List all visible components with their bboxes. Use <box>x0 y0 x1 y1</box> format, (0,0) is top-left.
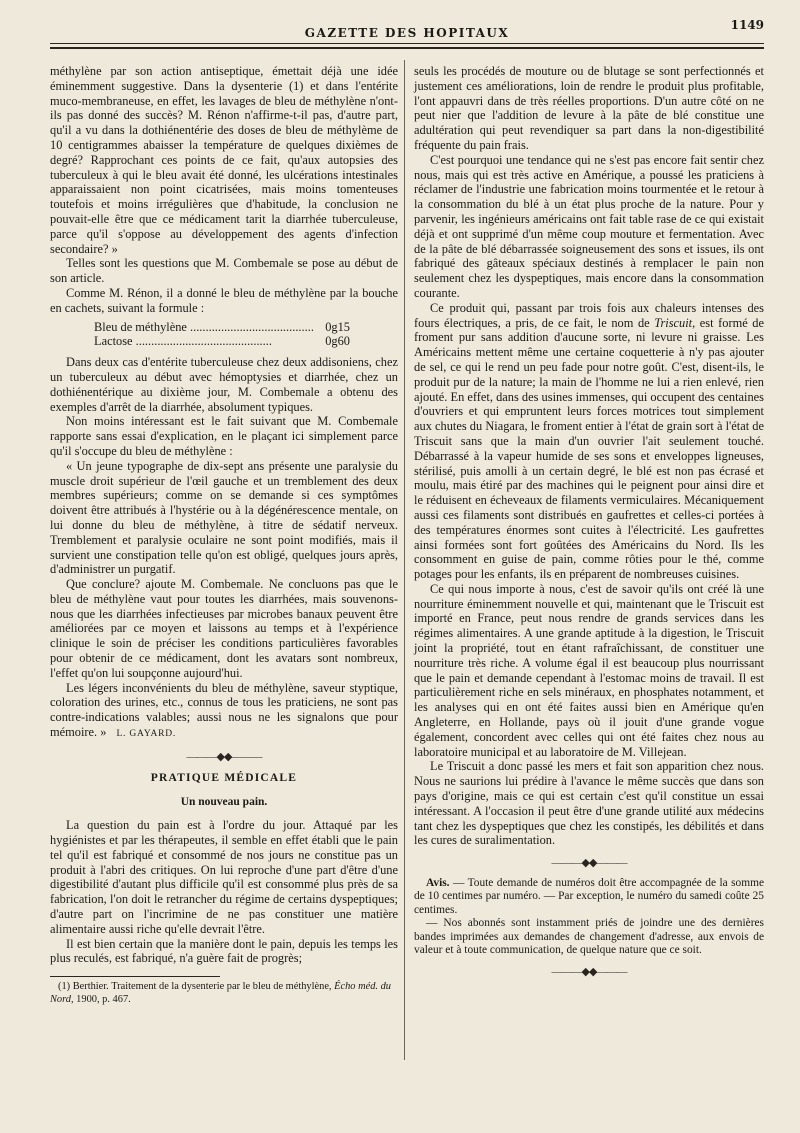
footnote-author: (1) Berthier. <box>58 981 109 993</box>
formula-dose: 0g15 <box>325 319 350 334</box>
footnote-rule <box>50 976 220 977</box>
formula-dose: 0g60 <box>325 334 350 349</box>
column-divider <box>404 60 405 1060</box>
notice-text: — Toute demande de numéros doit être accompagnée de la somme de 10 centimes par numéro. — Par exception, le numéro du samedi coûte 25 centimes. <box>414 877 764 916</box>
paragraph <box>50 681 398 742</box>
formula-ingredient: Lactose ..... <box>94 334 314 349</box>
header-rule-thin <box>50 43 764 44</box>
footnote-source: Écho méd. du Nord <box>50 981 391 1005</box>
paragraph <box>414 301 764 582</box>
page-number: 1149 <box>730 18 764 32</box>
right-column <box>414 64 764 986</box>
paragraph: Non moins intéressant est le fait suivant que M. Combemale rapporte sans essai d'explication, en le plaçant ici simplement parce qu'il s'occupe du bleu de méthylène : <box>50 414 398 458</box>
paragraph: « Un jeune typographe de dix-sept ans présente une paralysie du muscle droit supérieur de l'œil gauche et un tremblement des deux membres supérieurs; comme on se demande si ces symptômes doivent être attribués à l'hystérie ou à la dégénérescence mentale, on lui donne du bleu de méthylène, à titre de sédatif nerveux. Tremblement et paralysie oculaire ne sont point modifiés, mais il survient une constipation telle qu'on est obligé, quelques jours après, d'administrer un purgatif. <box>50 458 398 577</box>
paragraph-text: Ce produit qui, passant par trois fois aux chaleurs intenses des fours électriques, a pris, de ce fait, le nom de <box>414 300 764 330</box>
formula-line <box>94 334 350 349</box>
paragraph: Dans deux cas d'entérite tuberculeuse chez deux addisoniens, chez un tuberculeux au début avec hémoptysies et diarrhée, chez un dothiénentérique au dixième jour, M. Combemale a obtenu des exemples d'arrêt de la diarrhée, absolument typiques. <box>50 355 398 414</box>
paragraph: La question du pain est à l'ordre du jour. Attaqué par les hygiénistes et par les thérapeutes, il semble en effet établi que le pain tel qu'il est fabriqué et consommé de nos jours ne constitue pas un produit à l'abri des critiques. On lui reproche d'une part d'être d'une digestibilité d'autant plus difficile qu'il est consommé plus près de sa fabrication, l'on doit le retrancher du régime de certains dyspeptiques; d'autre part on l'incrimine de ne pas constituer une matière alimentaire aussi riche qu'elle devrait l'être. <box>50 818 398 936</box>
section-title: PRATIQUE MÉDICALE <box>150 771 298 784</box>
footnote-text: Traitement de la dysenterie par le bleu de méthylène, <box>108 981 335 993</box>
paragraph: seuls les procédés de mouture ou de blutage se sont perfectionnés et justement ces améliorations, loin de rendre le produit plus profitable, l'ont appauvri dans de très réelles proportions. D'un autre côté on ne peut nier que l'addition de levure à la pâte de blé constitue une adultération qui peut revendiquer sa part dans la non-digestibilité fréquente du pain frais. <box>414 64 764 152</box>
paragraph: Le Triscuit a donc passé les mers et fait son apparition chez nous. Nous ne saurions lui prédire à l'avance le même succès que dans son pays d'origine, mais ce qui est certain c'est qu'il constitue un essai intéressant. A l'occasion il peut être d'une grande utilité aux médecins tant chez les dyspeptiques que chez les constipés, les débilités et dans les cures de suralimentation. <box>414 759 764 848</box>
notice-label: Avis. <box>426 877 450 890</box>
paragraph: méthylène par son action antiseptique, émettait déjà une idée éminemment suggestive. Dans la dysenterie (1) et dans l'entérite muco-membraneuse, en effet, les lavages de bleu de méthylène n'ont-ils pas donné des succès? M. Rénon n'affirme-t-il pas, d'autre part, qu'il a vu dans la dothiénentérie des doses de bleu de méthylème de 10 centigrammes abaisser la température de quelques dixièmes de degré? Rapprochant ces points de ce fait, qu'aux autopsies des tuberculeux à qui le bleu avait été donné, les ulcérations intestinales apparaissaient non point cicatrisées, mais moins tomenteuses toutefois et moins irrégulières que d'habitude, la conclusion ne pouvait-elle être que ce médicament tarit la diarrhée tuberculeuse, parce qu'il s'oppose au développement des agents d'infection secondaire? » <box>50 64 398 256</box>
paragraph-text: , est formé de froment pur sans addition d'aucune sorte, ni levure ni graisse. Les Américains mettent même une certaine coquetterie à n'y pas ajouter de sel, ce qui le rend un peu fade pour notre goût. C'est, disent-ils, le produit pur de la nature; la main de l'homme ne lui a rien enlevé, rien ajouté. En effet, dans des usines immenses, qui occupent des centaines d'ouvriers et qui empruntent leurs forces motrices tout simplement aux chutes du Niagara, le froment entier à l'état de grain sort à l'état de Triscuit sans que la main d'un ouvrier l'ait seulement touché. Débarrassé à la vapeur humide de ses sons et enveloppes ligneuses, stérilisé, puis amolli à un certain degré, le blé est non pas écrasé et moulu, mais étiré par des machines qui le peignent pour ainsi dire et le réduisent en écheveaux de filaments vermiculaires. Mécaniquement aussi ces filaments sont distribués en gaufrettes et celles-ci portées à des températures énormes sont cuites à l'électricité. Les gaufrettes ainsi formées sont fort goûtées des Américains du Nord. Ils les consomment en guise de pain, comme rôties pour le thé, comme potages pour les enfants, ils en préparent de nombreuses cuisines. <box>414 315 765 582</box>
header-rule-thick <box>50 47 764 49</box>
paragraph: Que conclure? ajoute M. Combemale. Ne concluons pas que le bleu de méthylène vaut pour toutes les diarrhées, mais souvenons-nous que les diarrhées infectieuses par microbes banaux peuvent être améliorées par ce moyen et laissons au temps et à l'expérience clinique le soin de préciser les conditions particulières favorables pour obtenir de ce médicament, dont les avatars sont nombreux, l'effet qu'on lui soupçonne aujourd'hui. <box>50 577 398 680</box>
footnote-end: , 1900, p. 467. <box>70 993 131 1005</box>
author-signature: L. GAYARD. <box>116 729 177 740</box>
notice-paragraph <box>414 877 764 917</box>
left-column <box>50 64 398 1006</box>
paragraph: Telles sont les questions que M. Combemale se pose au début de son article. <box>50 256 398 286</box>
paragraph: C'est pourquoi une tendance qui ne s'est pas encore fait sentir chez nous, mais qui est très active en Amérique, a poussé les praticiens à réclamer de l'industrie une fabrication moins tourmentée et le retour à la consommation du blé à un état plus proche de la nature. Pour y parvenir, les ingénieurs américains ont fait table rase de ce qui existait déjà et ont supprimé d'un même coup mouture et fermentation. Avec de la pâte de blé débarrassée soigneusement des sons et issues, ils ont fabriqué des gâteaux spéciaux destinés à remplacer le pain non seulement chez les dyspeptiques, mais encore dans la consommation courante. <box>414 152 764 300</box>
formula <box>94 320 398 350</box>
paragraph: Comme M. Rénon, il a donné le bleu de méthylène par la bouche en cachets, suivant la formule : <box>50 285 398 315</box>
paragraph: Ce qui nous importe à nous, c'est de savoir qu'ils ont créé là une nourriture éminemment nouvelle et qui, maintenant que le Triscuit est importé en France, peut nous rendre de grands services dans les régimes alimentaires. A une grande aptitude à la digestion, le Triscuit joint la propriété, tout en étant rafraîchissant, de constituer une nourriture très riche. A volume égal il est beaucoup plus nourrissant que le pain et demande cependant à l'estomac moins de travail. Il est particulièrement riche en sels minéraux, en phosphates notamment, et les analyses qui en ont été faites aussi bien en Amérique qu'en Angleterre, en Hollande, pays où il jouit d'une grande vogue également, concordent avec celles qui ont été faites chez nous au laboratoire municipal et au laboratoire de M. Villejean. <box>414 581 764 759</box>
product-name: Triscuit <box>654 315 693 330</box>
formula-line <box>94 320 350 335</box>
footnote <box>50 981 398 1006</box>
notice-box <box>414 877 764 957</box>
paragraph: Il est bien certain que la manière dont le pain, depuis les temps les plus reculés, est fabriqué, n'a guère fait de progrès; <box>50 936 398 966</box>
journal-title: GAZETTE DES HOPITAUX <box>304 26 510 40</box>
section-ornament: ———◆◆——— <box>551 966 627 979</box>
notice-paragraph: — Nos abonnés sont instamment priés de joindre une des dernières bandes imprimées aux demandes de changement d'adresse, aux envois de valeur et à toute communication, de quelque nature que ce soit. <box>414 917 764 957</box>
section-ornament: ———◆◆——— <box>186 750 262 763</box>
section-ornament: ———◆◆——— <box>551 857 627 870</box>
paragraph-text: Les légers inconvénients du bleu de méthylène, saveur styptique, coloration des urines, etc., connus de tous les praticiens, ne sont pas contre-indications valables; aussi nous ne les signalons que pour mémoire. » <box>50 680 398 740</box>
article-title: Un nouveau pain. <box>180 796 268 809</box>
formula-ingredient: Bleu de méthylène ..... <box>94 320 314 335</box>
